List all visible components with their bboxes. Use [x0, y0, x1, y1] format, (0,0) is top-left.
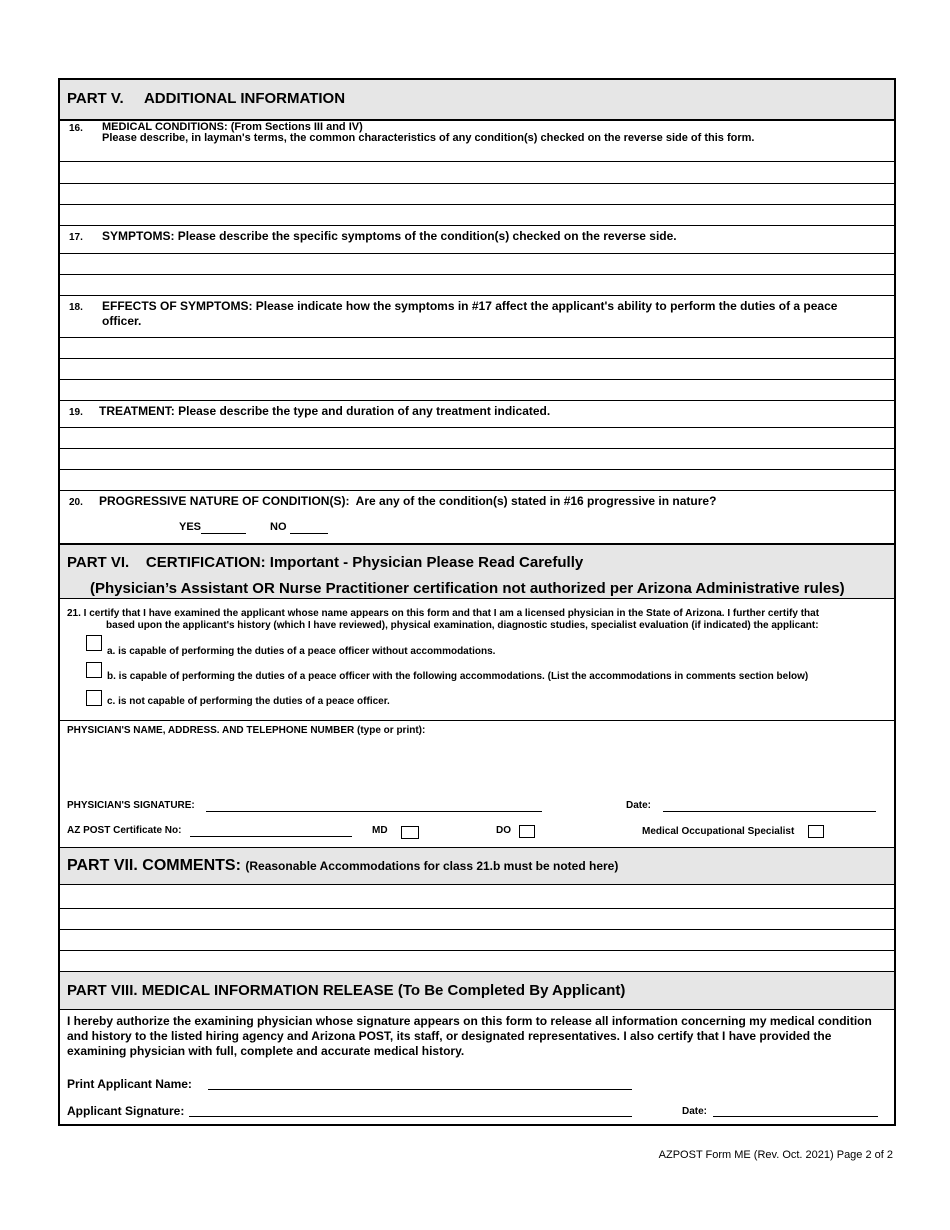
applicant-signature-field[interactable] — [189, 1116, 632, 1117]
no-label: NO — [270, 521, 287, 533]
part6-subtitle: (Physician’s Assistant OR Nurse Practitioner certification not authorized per Arizona Administrative rules) — [90, 580, 845, 597]
yes-field[interactable] — [201, 533, 246, 534]
q21-text-cont: based upon the applicant's history (which I have reviewed), physical examination, diagnostic studies, specialist evaluation (if indicated) the applicant: — [106, 620, 819, 631]
option-b-label: b. is capable of performing the duties of a peace officer with the following accommodations. (List the accommodations in comments section below) — [107, 671, 809, 682]
answer-line[interactable] — [60, 379, 894, 380]
do-checkbox[interactable] — [519, 825, 535, 838]
md-label: MD — [372, 825, 388, 836]
physician-date-field[interactable] — [663, 811, 876, 812]
mos-checkbox[interactable] — [808, 825, 824, 838]
applicant-date-label: Date: — [682, 1106, 708, 1117]
q19-text: TREATMENT: Please describe the type and duration of any treatment indicated. — [99, 404, 551, 418]
part7-title: PART VII. COMMENTS: — [67, 857, 241, 874]
yes-label: YES — [179, 521, 202, 533]
physician-info-label: PHYSICIAN'S NAME, ADDRESS. AND TELEPHONE NUMBER (type or print): — [67, 725, 426, 736]
answer-line[interactable] — [60, 448, 894, 449]
option-c-label: c. is not capable of performing the duties of a peace officer. — [107, 696, 390, 707]
release-text-2: and history to the listed hiring agency and Arizona POST, its staff, or designated representatives. I also certify that I have provided the — [67, 1029, 832, 1043]
q16-number: 16. — [69, 123, 83, 134]
comment-line[interactable] — [60, 908, 894, 909]
divider — [60, 884, 894, 885]
q17-number: 17. — [69, 232, 83, 243]
page-footer: AZPOST Form ME (Rev. Oct. 2021) Page 2 of 2 — [658, 1149, 893, 1161]
part7-note: (Reasonable Accommodations for class 21.b must be noted here) — [245, 859, 619, 873]
answer-line[interactable] — [60, 225, 894, 226]
q16-desc: Please describe, in layman's terms, the common characteristics of any condition(s) checked on the reverse side of this form. — [102, 132, 755, 144]
answer-line[interactable] — [60, 427, 894, 428]
applicant-name-label: Print Applicant Name: — [67, 1077, 192, 1091]
answer-line[interactable] — [60, 490, 894, 491]
answer-line[interactable] — [60, 161, 894, 162]
comment-line[interactable] — [60, 929, 894, 930]
part7-heading — [67, 857, 618, 875]
answer-line[interactable] — [60, 295, 894, 296]
q17-text: SYMPTOMS: Please describe the specific symptoms of the condition(s) checked on the reverse side. — [102, 229, 677, 243]
answer-line[interactable] — [60, 400, 894, 401]
q19-number: 19. — [69, 407, 83, 418]
option-c-checkbox[interactable] — [86, 690, 102, 706]
answer-line[interactable] — [60, 337, 894, 338]
medical-form — [58, 78, 896, 1126]
q18-number: 18. — [69, 302, 83, 313]
answer-line[interactable] — [60, 204, 894, 205]
q18-text-cont: officer. — [102, 314, 142, 328]
answer-line[interactable] — [60, 469, 894, 470]
comment-line[interactable] — [60, 950, 894, 951]
q18-text: EFFECTS OF SYMPTOMS: Please indicate how the symptoms in #17 affect the applicant's ability to perform the duties of a peace — [102, 299, 838, 313]
no-field[interactable] — [290, 533, 328, 534]
q20-text: PROGRESSIVE NATURE OF CONDITION(S): Are any of the condition(s) stated in #16 progressive in nature? — [99, 494, 717, 508]
cert-no-label: AZ POST Certificate No: — [67, 825, 182, 836]
option-a-checkbox[interactable] — [86, 635, 102, 651]
answer-line[interactable] — [60, 274, 894, 275]
answer-line[interactable] — [60, 183, 894, 184]
q20-number: 20. — [69, 497, 83, 508]
q16-title: MEDICAL CONDITIONS: (From Sections III and IV) — [102, 121, 363, 133]
divider — [60, 1009, 894, 1010]
release-text-3: examining physician with full, complete and accurate medical history. — [67, 1044, 465, 1058]
option-a-label: a. is capable of performing the duties of a peace officer without accommodations. — [107, 646, 496, 657]
md-checkbox[interactable] — [401, 826, 419, 839]
answer-line[interactable] — [60, 358, 894, 359]
cert-no-field[interactable] — [190, 836, 352, 837]
divider — [60, 598, 894, 599]
physician-date-label: Date: — [626, 800, 652, 811]
physician-signature-label: PHYSICIAN'S SIGNATURE: — [67, 800, 195, 811]
applicant-date-field[interactable] — [713, 1116, 878, 1117]
applicant-signature-label: Applicant Signature: — [67, 1104, 185, 1118]
q21-text: 21. I certify that I have examined the applicant whose name appears on this form and that I am a licensed physician in the State of Arizona. I further certify that — [67, 608, 820, 619]
physician-signature-field[interactable] — [206, 811, 542, 812]
mos-label: Medical Occupational Specialist — [642, 826, 795, 837]
release-text-1: I hereby authorize the examining physician whose signature appears on this form to release all information concerning my medical condition — [67, 1014, 872, 1028]
part8-title: PART VIII. MEDICAL INFORMATION RELEASE (To Be Completed By Applicant) — [67, 982, 626, 999]
part5-title: PART V. ADDITIONAL INFORMATION — [67, 90, 346, 107]
answer-line[interactable] — [60, 253, 894, 254]
part6-title: PART VI. CERTIFICATION: Important - Physician Please Read Carefully — [67, 554, 584, 571]
divider — [60, 720, 894, 721]
do-label: DO — [496, 825, 511, 836]
applicant-name-field[interactable] — [208, 1089, 632, 1090]
option-b-checkbox[interactable] — [86, 662, 102, 678]
